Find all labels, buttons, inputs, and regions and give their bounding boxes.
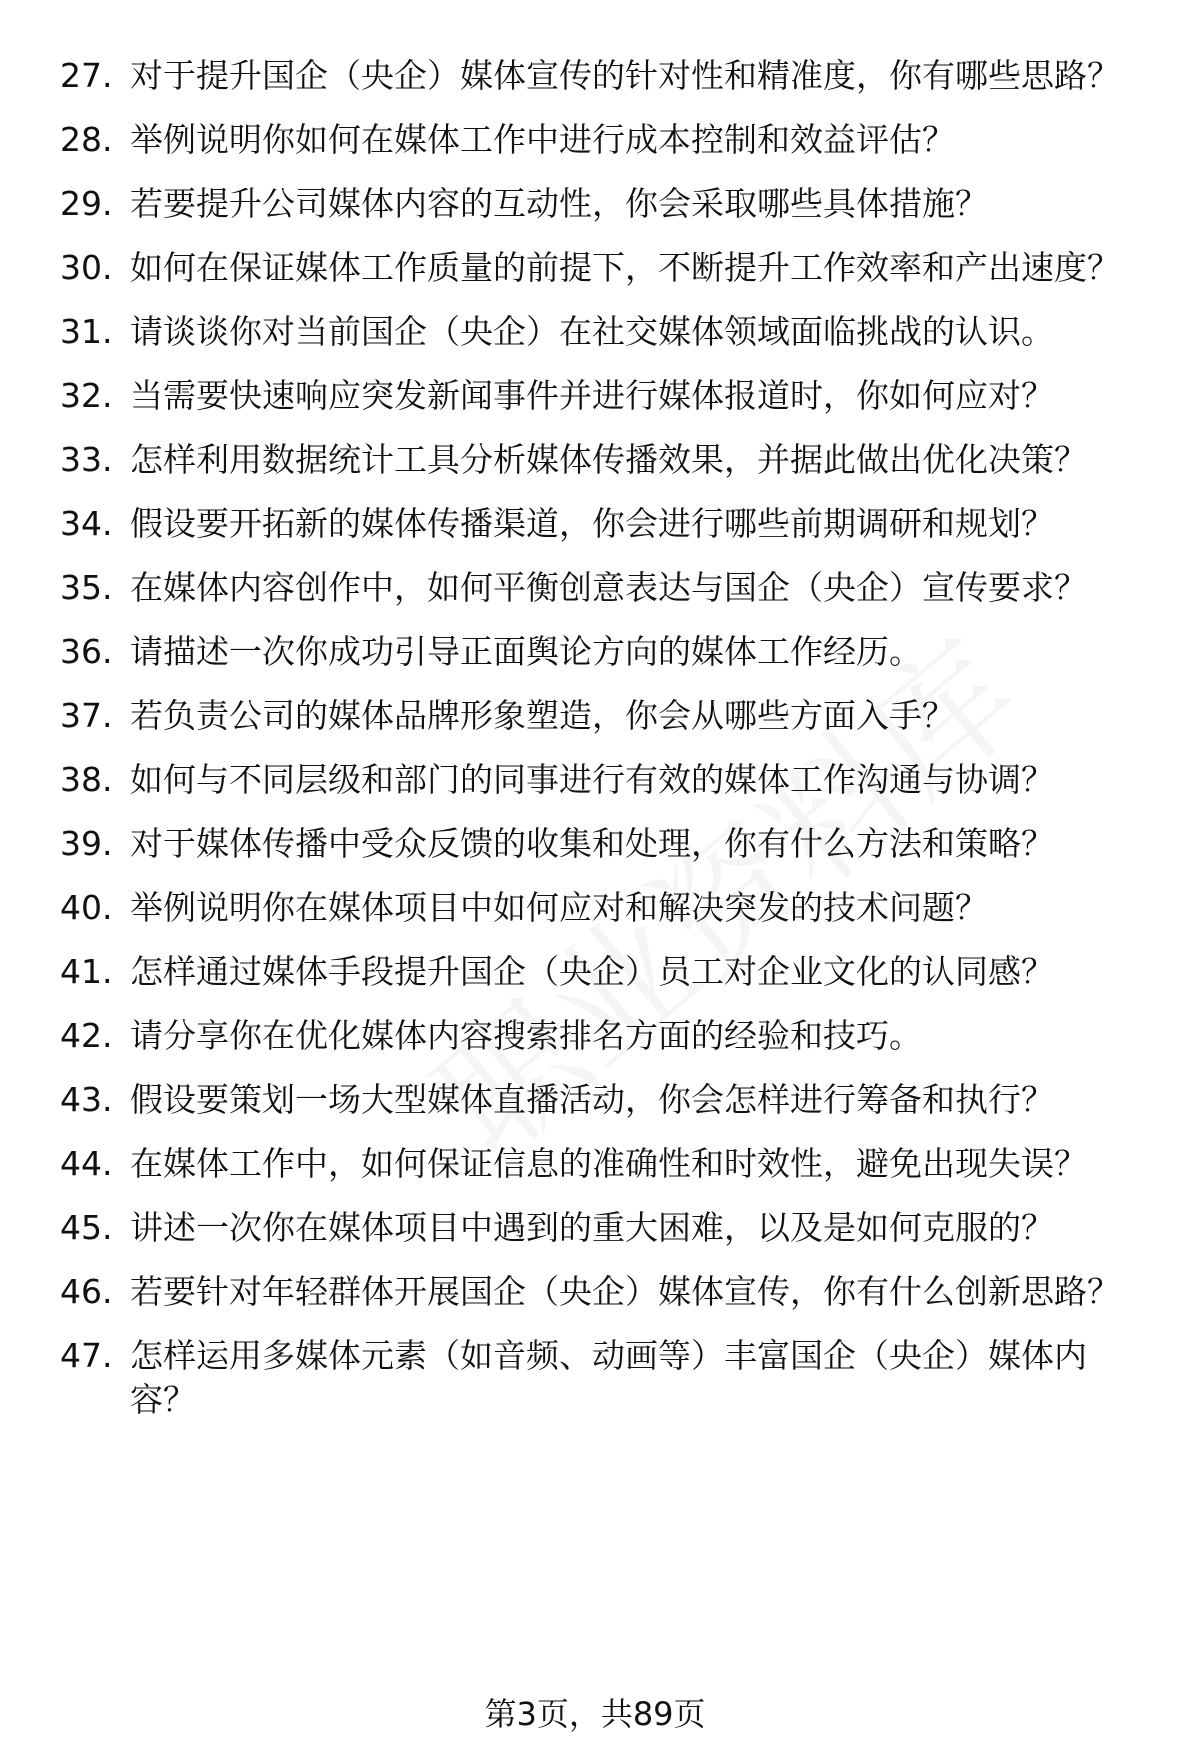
question-item bbox=[60, 758, 1150, 802]
question-text: 如何在保证媒体工作质量的前提下，不断提升工作效率和产出速度？ bbox=[130, 248, 1120, 287]
question-number: 34. bbox=[60, 504, 113, 543]
question-text: 如何与不同层级和部门的同事进行有效的媒体工作沟通与协调？ bbox=[130, 760, 1054, 799]
question-number: 27. bbox=[60, 56, 113, 95]
question-number: 30. bbox=[60, 248, 113, 287]
question-text: 怎样运用多媒体元素（如音频、动画等）丰富国企（央企）媒体内容？ bbox=[130, 1336, 1087, 1419]
question-item bbox=[60, 182, 1150, 226]
question-number: 33. bbox=[60, 440, 113, 479]
question-list bbox=[60, 54, 1150, 1442]
question-text: 举例说明你如何在媒体工作中进行成本控制和效益评估？ bbox=[130, 120, 955, 159]
question-item bbox=[60, 630, 1150, 674]
question-item bbox=[60, 246, 1150, 290]
question-number: 43. bbox=[60, 1080, 113, 1119]
question-number: 39. bbox=[60, 824, 113, 863]
question-number: 40. bbox=[60, 888, 113, 927]
question-text: 请分享你在优化媒体内容搜索排名方面的经验和技巧。 bbox=[130, 1016, 922, 1055]
question-item bbox=[60, 54, 1150, 98]
question-text: 讲述一次你在媒体项目中遇到的重大困难，以及是如何克服的？ bbox=[130, 1208, 1054, 1247]
question-item bbox=[60, 502, 1150, 546]
question-item bbox=[60, 1334, 1150, 1422]
question-item bbox=[60, 886, 1150, 930]
question-number: 46. bbox=[60, 1272, 113, 1311]
question-item bbox=[60, 438, 1150, 482]
question-number: 35. bbox=[60, 568, 113, 607]
question-item bbox=[60, 950, 1150, 994]
question-text: 举例说明你在媒体项目中如何应对和解决突发的技术问题？ bbox=[130, 888, 988, 927]
question-item bbox=[60, 1206, 1150, 1250]
question-item bbox=[60, 118, 1150, 162]
question-text: 怎样利用数据统计工具分析媒体传播效果，并据此做出优化决策？ bbox=[130, 440, 1087, 479]
question-text: 当需要快速响应突发新闻事件并进行媒体报道时，你如何应对？ bbox=[130, 376, 1054, 415]
question-text: 若要提升公司媒体内容的互动性，你会采取哪些具体措施？ bbox=[130, 184, 988, 223]
question-item bbox=[60, 310, 1150, 354]
question-text: 请描述一次你成功引导正面舆论方向的媒体工作经历。 bbox=[130, 632, 922, 671]
question-number: 41. bbox=[60, 952, 113, 991]
question-text: 假设要开拓新的媒体传播渠道，你会进行哪些前期调研和规划？ bbox=[130, 504, 1054, 543]
question-number: 45. bbox=[60, 1208, 113, 1247]
question-number: 36. bbox=[60, 632, 113, 671]
question-number: 37. bbox=[60, 696, 113, 735]
question-item bbox=[60, 1270, 1150, 1314]
question-text: 在媒体工作中，如何保证信息的准确性和时效性，避免出现失误？ bbox=[130, 1144, 1087, 1183]
question-text: 假设要策划一场大型媒体直播活动，你会怎样进行筹备和执行？ bbox=[130, 1080, 1054, 1119]
question-number: 32. bbox=[60, 376, 113, 415]
question-number: 42. bbox=[60, 1016, 113, 1055]
question-text: 对于提升国企（央企）媒体宣传的针对性和精准度，你有哪些思路？ bbox=[130, 56, 1120, 95]
question-number: 29. bbox=[60, 184, 113, 223]
page-number-footer: 第3页，共89页 bbox=[484, 1695, 706, 1733]
question-number: 44. bbox=[60, 1144, 113, 1183]
question-item bbox=[60, 694, 1150, 738]
question-item bbox=[60, 1142, 1150, 1186]
question-number: 31. bbox=[60, 312, 113, 351]
question-text: 请谈谈你对当前国企（央企）在社交媒体领域面临挑战的认识。 bbox=[130, 312, 1054, 351]
question-text: 若负责公司的媒体品牌形象塑造，你会从哪些方面入手？ bbox=[130, 696, 955, 735]
question-item bbox=[60, 822, 1150, 866]
question-item bbox=[60, 374, 1150, 418]
question-item bbox=[60, 566, 1150, 610]
question-item bbox=[60, 1014, 1150, 1058]
question-text: 若要针对年轻群体开展国企（央企）媒体宣传，你有什么创新思路？ bbox=[130, 1272, 1120, 1311]
question-item bbox=[60, 1078, 1150, 1122]
question-text: 怎样通过媒体手段提升国企（央企）员工对企业文化的认同感？ bbox=[130, 952, 1054, 991]
question-number: 47. bbox=[60, 1336, 113, 1375]
question-text: 对于媒体传播中受众反馈的收集和处理，你有什么方法和策略？ bbox=[130, 824, 1054, 863]
question-text: 在媒体内容创作中，如何平衡创意表达与国企（央企）宣传要求？ bbox=[130, 568, 1087, 607]
question-number: 28. bbox=[60, 120, 113, 159]
question-number: 38. bbox=[60, 760, 113, 799]
